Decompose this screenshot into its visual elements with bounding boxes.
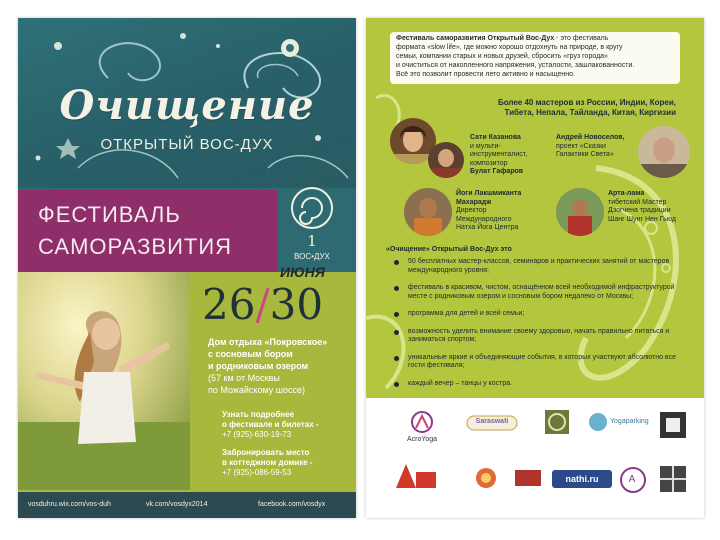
- venue-block: [208, 336, 354, 396]
- spiral-logo-icon: [280, 180, 344, 232]
- list-item: уникальные яркие и объединяющие события, в которых участвуют абсолютно все гости фестиваля;: [388, 354, 678, 371]
- intro-line4: и очиститься от накопленного напряжения, усталости, зашлакованности.: [396, 62, 635, 69]
- acroyoga-icon: [410, 410, 434, 434]
- ad-logo: [392, 462, 438, 492]
- ornament-logo: [542, 408, 572, 438]
- info2-title2: в коттеджном домике -: [222, 458, 313, 467]
- list-item: каждый вечер – танцы у костра.: [388, 380, 678, 389]
- m3-name1: Йоги Лакшмиканта: [456, 190, 522, 197]
- month-label: ИЮНЯ: [280, 264, 325, 280]
- venue-line5: по Можайскому шоссе): [208, 385, 305, 395]
- m4-name: Арта-лама: [608, 190, 645, 197]
- m1-name2: Булат Гафаров: [470, 168, 524, 175]
- intro-line5: Всё это позволит провести лето активно и насыщенно.: [396, 71, 575, 78]
- festival-dates: [202, 280, 323, 329]
- date-to: 30: [269, 280, 324, 329]
- intro-text: [396, 34, 678, 79]
- masters-line1: Более 40 мастеров из России, Индии, Кореи,: [497, 98, 676, 107]
- festival-banner: [18, 190, 278, 272]
- m3-role3: Натха Йога Центра: [456, 224, 519, 231]
- m2-role2: Галактики Света»: [556, 151, 614, 158]
- vos-duh-logo: [280, 180, 344, 272]
- info1-title2: о фестивале и билетах -: [222, 420, 319, 429]
- master-4-caption: [608, 190, 698, 224]
- m1-role3: композитор: [470, 159, 508, 167]
- master-3-caption: [456, 190, 546, 233]
- m3-name2: Махарадж: [456, 198, 492, 206]
- m4-role1: тибетский Мастер: [608, 198, 667, 206]
- list-item: возможность уделить внимание своему здоровью, начать правильно питаться и заниматься спортом;: [388, 328, 678, 345]
- date-from: 26: [202, 280, 256, 329]
- woman-photo: [18, 272, 190, 490]
- info1-title1: Узнать подробнее: [222, 410, 295, 419]
- poster-header: [18, 18, 356, 188]
- m4-role3: Шанг Шунг Нен Гьюд: [608, 215, 676, 223]
- footer-link-facebook[interactable]: facebook.com/vosdyx: [258, 501, 326, 508]
- m1-role2: инструменталист,: [470, 151, 528, 158]
- venue-line3: и родниковым озером: [208, 361, 309, 371]
- date-slash: /: [255, 280, 270, 329]
- intro-line2: формата «slow life», где можно хорошо отдохнуть на природе, в кругу: [396, 44, 623, 51]
- festival-title: Очищение: [59, 82, 315, 129]
- info-booking: [222, 448, 352, 478]
- footer-link-vk[interactable]: vk.com/vosdyx2014: [146, 501, 208, 508]
- nathi-logo: [552, 470, 612, 490]
- m4-role2: Дзогчена традиции: [608, 207, 671, 214]
- acroyoga-label: AcroYoga: [406, 436, 438, 443]
- saraswati-label: Saraswati: [475, 418, 509, 425]
- square-logo-icon: [658, 410, 688, 440]
- ad-logo-icon: [392, 462, 438, 490]
- grid-logo-icon: [658, 464, 688, 494]
- ao-logo: [618, 466, 648, 496]
- small-logo: [510, 468, 546, 490]
- festival-banner-line2: САМОРАЗВИТИЯ: [38, 234, 233, 259]
- m1-name: Сати Казанова: [470, 134, 521, 141]
- venue-line2: с сосновым бором: [208, 349, 293, 359]
- grid-logo: [656, 464, 690, 496]
- nathi-label: nathi.ru: [565, 474, 599, 484]
- ornament-icon: [543, 408, 571, 436]
- festival-subtitle: ОТКРЫТЫЙ ВОС-ДУХ: [100, 136, 274, 153]
- masters-line2: Тибета, Непала, Тайланда, Китая, Киргизии: [504, 108, 676, 117]
- info1-phone[interactable]: +7 (925)-630-19-73: [222, 430, 292, 439]
- masters-heading: [466, 98, 676, 118]
- list-item: программа для детей и всей семьи;: [388, 310, 678, 319]
- festival-banner-line1: ФЕСТИВАЛЬ: [38, 202, 181, 227]
- master-photo-3: [404, 188, 452, 236]
- yogaparking-icon: [588, 412, 608, 432]
- master-photo-4: [556, 188, 604, 236]
- logo-text: ВОС•ДУХ: [294, 252, 330, 261]
- small-logo-icon: [513, 468, 543, 488]
- list-item: 50 бесплатных мастер-классов, семинаров и практических занятий от мастеров международного уровня;: [388, 258, 678, 275]
- sponsor-logos: [366, 406, 704, 518]
- master-1-caption: [470, 134, 550, 177]
- intro-line1: - это фестиваль: [554, 35, 609, 42]
- info-tickets: [222, 410, 352, 440]
- info2-phone[interactable]: +7 (925)-086-59-53: [222, 468, 292, 477]
- saraswati-logo: [464, 414, 520, 434]
- m2-role1: проект «Сказки: [556, 142, 606, 150]
- woman-in-field-image: [18, 272, 190, 490]
- list-item: фестиваль в красивом, чистом, оснащённом всей необходимой инфраструктурой месте с родниковым озером и сосновым бором недалеко от Москвы;: [388, 284, 678, 301]
- master-photo-2: [638, 126, 690, 178]
- yogaparking-label: Yogaparking: [610, 418, 649, 425]
- features-list: [388, 258, 678, 397]
- ao-label: A: [628, 474, 636, 485]
- front-poster: [18, 18, 356, 518]
- m2-name: Андрей Новоселов,: [556, 134, 625, 141]
- acroyoga-logo: [402, 410, 442, 443]
- m3-role1: Директор: [456, 207, 487, 214]
- venue-line4: (57 км от Москвы: [208, 373, 280, 383]
- square-logo: [656, 410, 690, 442]
- master-2-caption: [556, 134, 636, 160]
- m1-role1: и мульти-: [470, 142, 501, 150]
- m3-role2: Международного: [456, 215, 512, 223]
- poster-footer: [18, 492, 356, 518]
- master-photo-1b: [428, 142, 464, 178]
- info2-title1: Забронировать место: [222, 448, 310, 457]
- back-poster: [366, 18, 704, 518]
- circle-logo: [466, 466, 506, 492]
- footer-link-wix[interactable]: vosduhru.wix.com/vos-duh: [28, 501, 111, 508]
- venue-line1: Дом отдыха «Покровское»: [208, 337, 328, 347]
- intro-line3: семьи, компании старых и новых друзей, сбросить «груз города»: [396, 53, 608, 60]
- features-title: «Очищение» Открытый Вос-Дух это: [386, 246, 512, 253]
- circle-logo-icon: [474, 466, 498, 490]
- logo-number: 1: [307, 232, 317, 250]
- intro-bold: Фестиваль саморазвития Открытый Вос-Дух: [396, 35, 555, 42]
